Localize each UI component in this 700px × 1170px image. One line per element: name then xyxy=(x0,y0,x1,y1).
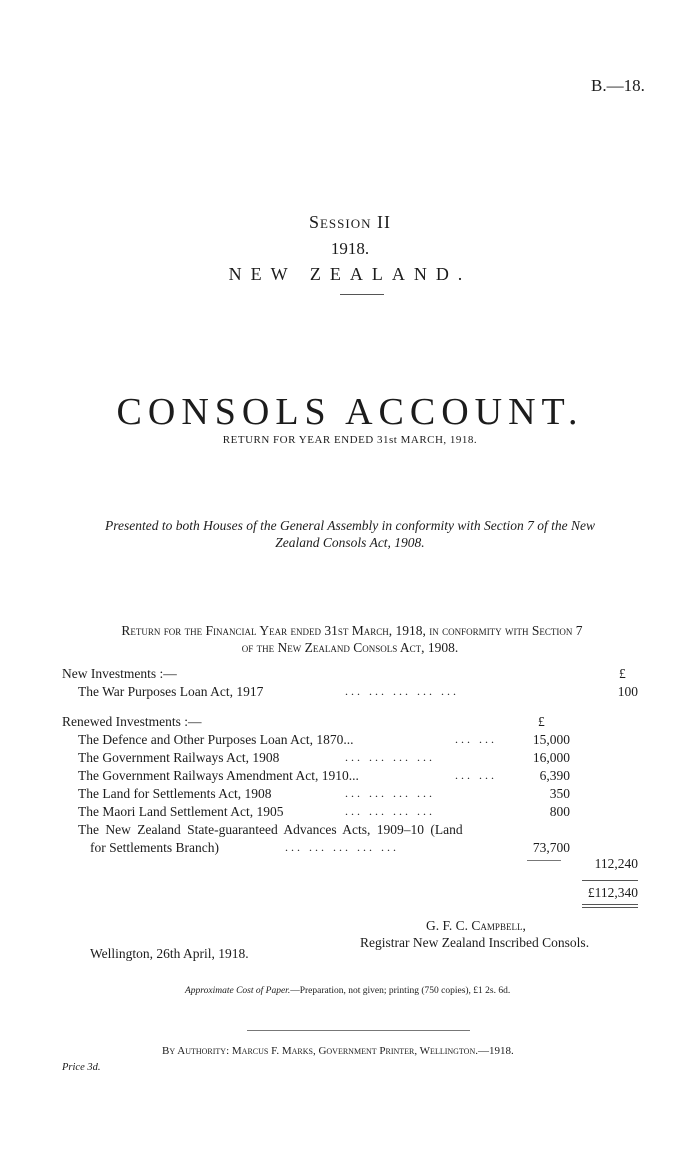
grand-total: £112,340 xyxy=(587,885,638,900)
cost-note-label: Approximate Cost of Paper. xyxy=(185,986,291,996)
leader-dots: ... ... ... ... ... xyxy=(345,684,459,698)
footer-rule xyxy=(247,1030,470,1031)
total-rule-double-1 xyxy=(582,904,638,905)
subtotal-rule xyxy=(527,860,561,861)
line-item-name: The New Zealand State-guaranteed Advances Acts, 1909–10 (Land xyxy=(78,822,463,837)
leader-dots: ... ... xyxy=(455,732,497,746)
price-note: Price 3d. xyxy=(62,1062,101,1073)
return-heading-line2: of the New Zealand Consols Act, 1908. xyxy=(241,640,459,655)
total-rule-top xyxy=(582,880,638,881)
printer-authority: By Authority: Marcus F. Marks, Government Printer, Wellington.—1918. xyxy=(162,1045,514,1057)
leader-dots: ... ... ... ... ... xyxy=(285,840,399,854)
new-investments-currency: £ xyxy=(619,666,626,681)
signatory-name: G. F. C. Campbell, xyxy=(426,918,526,933)
document-code: B.—18. xyxy=(591,76,645,95)
presented-statement-line1: Presented to both Houses of the General Assembly in conformity with Section 7 of the New xyxy=(104,518,596,533)
session-label: Session II xyxy=(308,212,391,232)
line-item-name: The Government Railways Act, 1908 xyxy=(78,750,280,765)
country-name: NEW ZEALAND. xyxy=(228,264,472,284)
line-item-name: The Maori Land Settlement Act, 1905 xyxy=(78,804,284,819)
renewed-investments-heading: Renewed Investments :— xyxy=(62,714,202,729)
cost-note-detail: —Preparation, not given; printing (750 copies), £1 2s. 6d. xyxy=(290,986,511,996)
session-year: 1918. xyxy=(330,239,370,258)
document-title: CONSOLS ACCOUNT. xyxy=(116,391,584,433)
leader-dots: ... ... ... ... xyxy=(345,750,435,764)
leader-dots: ... ... xyxy=(455,768,497,782)
cost-note xyxy=(185,986,510,996)
line-item-amount: 73,700 xyxy=(532,840,570,855)
document-subtitle: RETURN FOR YEAR ENDED 31st MARCH, 1918. xyxy=(222,434,478,446)
line-item-amount: 15,000 xyxy=(532,732,570,747)
line-item-name: The Government Railways Amendment Act, 1910... xyxy=(78,768,359,783)
line-item-amount: 100 xyxy=(617,684,638,699)
renewed-investments-currency: £ xyxy=(538,714,545,729)
presented-statement-line2: Zealand Consols Act, 1908. xyxy=(275,535,425,550)
line-item-amount: 6,390 xyxy=(539,768,570,783)
line-item-name: for Settlements Branch) xyxy=(90,840,219,855)
line-item-name: The War Purposes Loan Act, 1917 xyxy=(78,684,264,699)
new-investments-heading: New Investments :— xyxy=(62,666,177,681)
subtotal-amount: 112,240 xyxy=(594,856,638,871)
total-rule-double-2 xyxy=(582,907,638,908)
leader-dots: ... ... ... ... xyxy=(345,804,435,818)
separator-rule xyxy=(340,294,384,295)
line-item-amount: 16,000 xyxy=(532,750,570,765)
line-item-amount: 800 xyxy=(549,804,570,819)
line-item-amount: 350 xyxy=(549,786,570,801)
return-heading-line1: Return for the Financial Year ended 31st March, 1918, in conformity with Section 7 xyxy=(121,623,583,638)
leader-dots: ... ... ... ... xyxy=(345,786,435,800)
line-item-name: The Land for Settlements Act, 1908 xyxy=(78,786,272,801)
line-item-name: The Defence and Other Purposes Loan Act, 1870... xyxy=(78,732,354,747)
signatory-title: Registrar New Zealand Inscribed Consols. xyxy=(360,935,590,950)
place-and-date: Wellington, 26th April, 1918. xyxy=(90,946,249,961)
